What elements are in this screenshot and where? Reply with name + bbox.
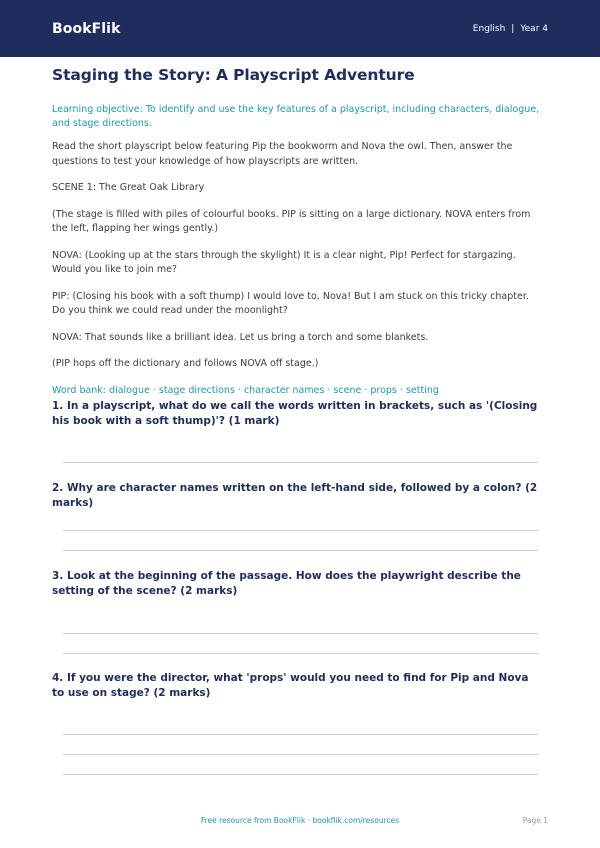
question-2 xyxy=(52,481,542,510)
intro-text: Read the short playscript below featuring Pip the bookworm and Nova the owl. Then, answer the questions to test your knowledge of how playscripts are written. xyxy=(52,141,513,167)
answer-line[interactable] xyxy=(63,653,538,654)
question-text: 2. Why are character names written on the left-hand side, followed by a colon? (2 marks) xyxy=(52,482,538,509)
answer-line[interactable] xyxy=(63,550,538,551)
subject-label: English xyxy=(472,23,506,34)
learning-objective: Learning objective: To identify and use the key features of a playscript, including characters, dialogue, and stage directions. xyxy=(52,104,540,129)
page-number: Page 1 xyxy=(522,816,548,825)
answer-line[interactable] xyxy=(63,633,538,634)
answer-line[interactable] xyxy=(63,754,538,755)
question-4 xyxy=(52,671,542,700)
footer xyxy=(0,816,600,830)
header-bar xyxy=(0,0,600,57)
stage-direction: (The stage is filled with piles of colourful books. PIP is sitting on a large dictionary. NOVA enters from the left, flapping her wings gently.) xyxy=(52,208,531,234)
year-label: Year 4 xyxy=(520,23,548,34)
word-bank: Word bank: dialogue · stage directions · character names · scene · props · setting xyxy=(52,384,439,396)
stage-direction: (PIP hops off the dictionary and follows NOVA off stage.) xyxy=(52,358,319,369)
answer-line[interactable] xyxy=(63,774,538,775)
worksheet-body xyxy=(52,66,540,397)
question-text: 1. In a playscript, what do we call the words written in brackets, such as '(Closing his book with a soft thump)'? (1 mark) xyxy=(52,400,538,427)
dialogue-line: NOVA: That sounds like a brilliant idea. Let us bring a torch and some blankets. xyxy=(52,331,429,343)
question-text: 3. Look at the beginning of the passage. How does the playwright describe the setting of the scene? (2 marks) xyxy=(52,570,521,597)
answer-line[interactable] xyxy=(63,530,538,531)
answer-line[interactable] xyxy=(63,462,538,463)
brand-logo[interactable]: BookFlik xyxy=(52,20,121,37)
meta-separator: | xyxy=(511,23,515,34)
scene-heading: SCENE 1: The Great Oak Library xyxy=(52,182,205,193)
dialogue-line: PIP: (Closing his book with a soft thump) I would love to, Nova! But I am stuck on this tricky chapter. Do you think we could read under the moonlight? xyxy=(52,290,529,316)
page-title: Staging the Story: A Playscript Adventure xyxy=(52,66,415,84)
question-text: 4. If you were the director, what 'props' would you need to find for Pip and Nova to use on stage? (2 marks) xyxy=(52,672,529,699)
dialogue-line: NOVA: (Looking up at the stars through the skylight) It is a clear night, Pip! Perfect for stargazing. Would you like to join me? xyxy=(52,249,516,275)
footer-credit-link[interactable]: Free resource from BookFlik · bookflik.com/resources xyxy=(200,816,400,825)
answer-line[interactable] xyxy=(63,734,538,735)
question-1 xyxy=(52,399,542,428)
question-3 xyxy=(52,569,542,598)
header-meta xyxy=(473,24,548,34)
